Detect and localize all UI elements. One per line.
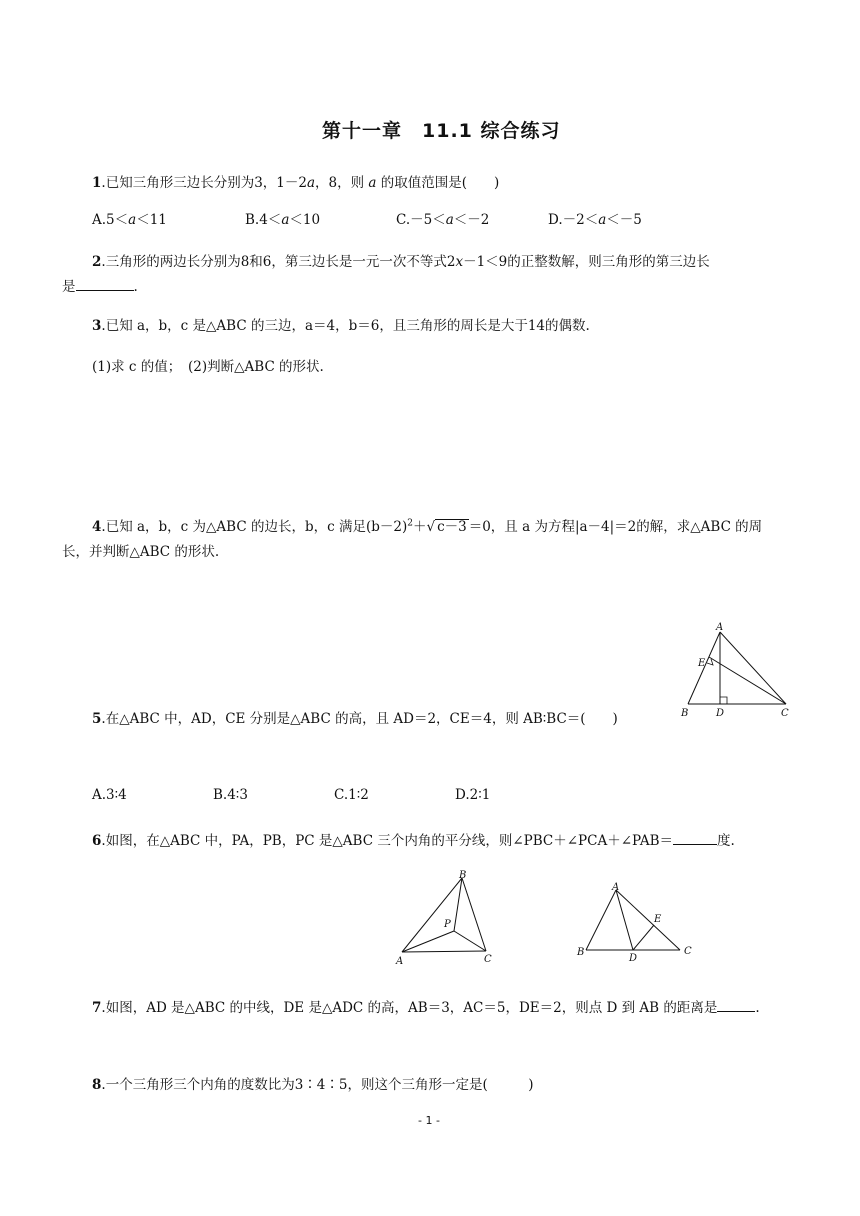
option-a: A.3∶4 — [92, 787, 127, 803]
question-2: 2.三角形的两边长分别为8和6，第三边长是一元一次不等式2x－1＜9的正整数解，则三角形的第三边长 — [92, 254, 710, 270]
question-2-line2: 是 . — [62, 279, 138, 295]
question-number: 3 — [92, 318, 102, 334]
page-title: 第十一章 11.1 综合练习 — [322, 120, 561, 142]
question-number: 7 — [92, 1000, 102, 1016]
page-number: - 1 - — [418, 1114, 440, 1127]
label-b: B — [459, 870, 467, 881]
question-3: 3.已知 a，b，c 是△ABC 的三边，a＝4，b＝6，且三角形的周长是大于14的偶数. — [92, 318, 590, 334]
label-e: E — [654, 914, 662, 925]
label-b: B — [681, 708, 689, 719]
label-p: P — [444, 919, 451, 930]
question-number: 6 — [92, 833, 102, 849]
q6-triangle-figure — [390, 868, 505, 968]
question-number: 2 — [92, 254, 102, 270]
option-d: D.2∶1 — [455, 787, 491, 803]
label-c: C — [684, 946, 692, 957]
option-a: A.5＜a＜11 — [92, 212, 167, 228]
label-a: A — [396, 956, 404, 967]
option-c: C.－5＜a＜－2 — [396, 212, 490, 228]
question-4: 4.已知 a，b，c 为△ABC 的边长，b，c 满足$(b-2)^2+√$ c－3 ＝0，且 a 为方程|a－4|＝2的解，求△ABC 的周 — [92, 518, 763, 535]
question-3-sub: (1)求 c 的值； (2)判断△ABC 的形状. — [92, 359, 324, 375]
label-e: E — [698, 658, 706, 669]
question-6: 6.如图，在△ABC 中，PA，PB，PC 是△ABC 三个内角的平分线，则∠PBC＋∠PCA＋∠PAB＝ 度. — [92, 833, 735, 849]
question-1: 1.已知三角形三边长分别为3，1－2a，8，则 a 的取值范围是( ) — [92, 175, 500, 191]
question-number: 4 — [92, 519, 102, 535]
option-c: C.1∶2 — [334, 787, 369, 803]
option-b: B.4∶3 — [213, 787, 248, 803]
question-number: 5 — [92, 711, 102, 727]
label-a: A — [716, 622, 724, 633]
label-c: C — [781, 708, 789, 719]
question-5: 5.在△ABC 中，AD，CE 分别是△ABC 的高，且 AD＝2，CE＝4，则 AB∶BC＝( ) — [92, 711, 618, 727]
option-b: B.4＜a＜10 — [245, 212, 321, 228]
sqrt-expression: c－3 — [437, 519, 467, 535]
label-b: B — [577, 947, 585, 958]
answer-blank[interactable] — [717, 999, 755, 1012]
label-a: A — [612, 882, 620, 893]
label-d: D — [629, 953, 638, 964]
question-number: 1 — [92, 175, 102, 191]
label-c: C — [484, 954, 492, 965]
answer-blank[interactable] — [76, 278, 134, 291]
option-d: D.－2＜a＜－5 — [548, 212, 642, 228]
q5-triangle-figure — [678, 620, 798, 722]
q7-triangle-figure — [572, 880, 702, 965]
question-number: 8 — [92, 1077, 102, 1093]
label-d: D — [716, 708, 725, 719]
question-8: 8.一个三角形三个内角的度数比为3∶4∶5，则这个三角形一定是( ) — [92, 1077, 534, 1093]
question-4-line2: 长，并判断△ABC 的形状. — [62, 544, 220, 560]
answer-blank[interactable] — [673, 832, 717, 845]
question-7: 7.如图，AD 是△ABC 的中线，DE 是△ADC 的高，AB＝3，AC＝5，DE＝2，则点 D 到 AB 的距离是 . — [92, 1000, 760, 1016]
